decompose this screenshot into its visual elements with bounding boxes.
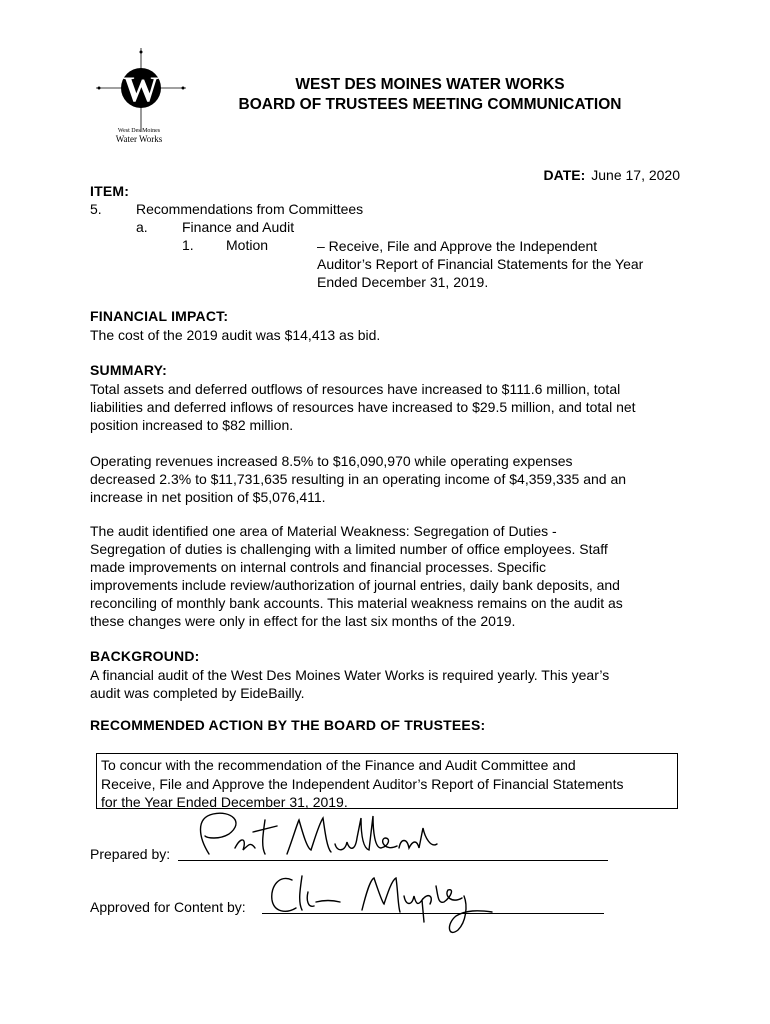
item-sub-title: Finance and Audit bbox=[182, 219, 295, 235]
motion-line: Auditor’s Report of Financial Statements for the Year bbox=[317, 256, 644, 272]
date-line bbox=[544, 167, 680, 183]
logo-initial: W bbox=[123, 69, 159, 109]
text-line: reconciling of monthly bank accounts. This material weakness remains on the audit as bbox=[90, 595, 623, 611]
text-line: made improvements on internal controls and financial processes. Specific bbox=[90, 559, 547, 575]
text-line: Segregation of duties is challenging with a limited number of office employees. Staff bbox=[90, 541, 608, 557]
item-heading: ITEM: bbox=[90, 183, 130, 199]
text-line: Operating revenues increased 8.5% to $16,090,970 while operating expenses bbox=[90, 453, 573, 469]
text-line: position increased to $82 million. bbox=[90, 417, 294, 433]
approved-by-label: Approved for Content by: bbox=[90, 899, 246, 915]
item-sub-letter: a. bbox=[136, 219, 148, 235]
logo-line2: Water Works bbox=[115, 134, 163, 144]
motion-line: Ended December 31, 2019. bbox=[317, 274, 489, 290]
background-text bbox=[90, 666, 680, 702]
recommended-action-heading: RECOMMENDED ACTION BY THE BOARD OF TRUSTEES: bbox=[90, 717, 486, 733]
motion-label: Motion bbox=[226, 237, 269, 253]
summary-heading: SUMMARY: bbox=[90, 362, 168, 378]
document-title-line2: BOARD OF TRUSTEES MEETING COMMUNICATION bbox=[238, 96, 622, 113]
date-label: DATE: bbox=[543, 167, 586, 183]
date-value: June 17, 2020 bbox=[591, 167, 680, 183]
motion-text bbox=[317, 237, 643, 291]
text-line: increase in net position of $5,076,411. bbox=[90, 489, 326, 505]
prepared-by-signature bbox=[185, 808, 445, 864]
logo-text bbox=[104, 128, 174, 144]
text-line: these changes were only in effect for the last six months of the 2019. bbox=[90, 613, 516, 629]
logo-line1: West Des Moines bbox=[117, 128, 161, 134]
recommended-action-box bbox=[96, 753, 678, 809]
text-line: audit was completed by EideBailly. bbox=[90, 685, 305, 701]
financial-impact-text: The cost of the 2019 audit was $14,413 as bid. bbox=[90, 327, 381, 343]
text-line: decreased 2.3% to $11,731,635 resulting in an operating income of $4,359,335 and an bbox=[90, 471, 627, 487]
summary-paragraph-1 bbox=[90, 380, 680, 434]
text-line: Receive, File and Approve the Independent Auditor’s Report of Financial Statements bbox=[101, 775, 624, 792]
summary-paragraph-2 bbox=[90, 452, 680, 506]
item-number: 5. bbox=[90, 201, 102, 217]
approved-by-signature bbox=[262, 866, 502, 944]
text-line: for the Year Ended December 31, 2019. bbox=[101, 794, 348, 810]
item-title: Recommendations from Committees bbox=[136, 201, 364, 217]
text-line: liabilities and deferred inflows of resources have increased to $29.5 million, and total net bbox=[90, 399, 636, 415]
summary-paragraph-3 bbox=[90, 522, 680, 630]
financial-impact-heading: FINANCIAL IMPACT: bbox=[90, 308, 229, 324]
text-line: A financial audit of the West Des Moines Water Works is required yearly. This year’s bbox=[90, 667, 610, 683]
prepared-by-label: Prepared by: bbox=[90, 846, 171, 862]
text-line: improvements include review/authorization of journal entries, daily bank deposits, and bbox=[90, 577, 620, 593]
text-line: The audit identified one area of Material Weakness: Segregation of Duties - bbox=[90, 523, 557, 539]
text-line: To concur with the recommendation of the Finance and Audit Committee and bbox=[101, 757, 576, 773]
document-title-line1: WEST DES MOINES WATER WORKS bbox=[295, 76, 565, 93]
background-heading: BACKGROUND: bbox=[90, 648, 200, 664]
motion-number: 1. bbox=[182, 237, 194, 253]
motion-line: – Receive, File and Approve the Independent bbox=[317, 238, 598, 254]
text-line: Total assets and deferred outflows of resources have increased to $111.6 million, total bbox=[90, 381, 621, 397]
